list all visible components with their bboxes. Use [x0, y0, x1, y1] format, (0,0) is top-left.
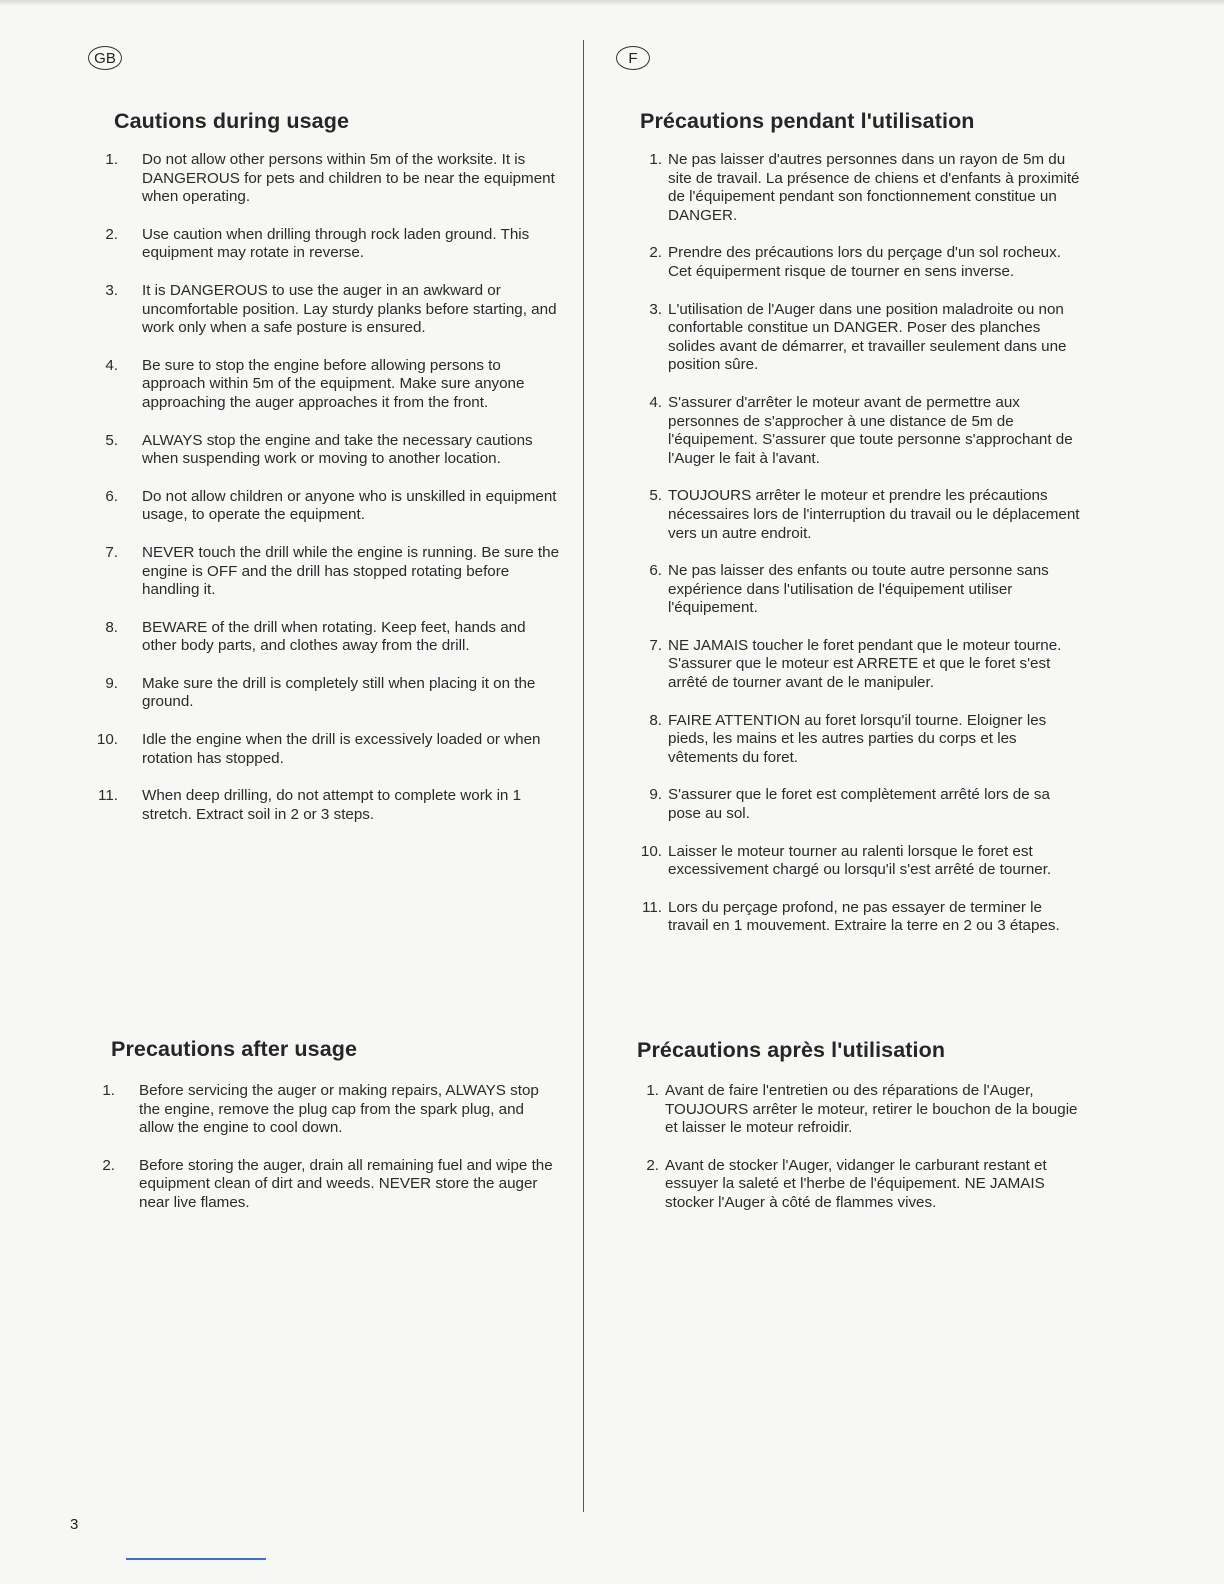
list-item: 4. S'assurer d'arrêter le moteur avant de permettre aux personnes de s'approcher à une distance de 5m de l'équipement. S'assurer que toute personne s'approchant de l'Auger le fait à l'avant. — [649, 393, 1073, 467]
list-item: 3. L'utilisation de l'Auger dans une position maladroite ou non confortable constitue un DANGER. Poser des planches solides avant de démarrer, et travailler seulement dans une position sûre. — [649, 300, 1067, 374]
list-item: 5. TOUJOURS arrêter le moteur et prendre les précautions nécessaires lors de l'interruption du travail ou le déplacement vers un autre endroit. — [649, 487, 1080, 542]
scan-top-edge — [0, 0, 1224, 6]
list-item: 9. S'assurer que le foret est complètement arrêté lors de sa pose au sol. — [649, 786, 1050, 823]
list-item: 3. It is DANGEROUS to use the auger in an awkward or uncomfortable position. Lay sturdy planks before starting, and work only when a safe posture is ensured. — [105, 281, 557, 337]
list-item: 2. Use caution when drilling through rock laden ground. This equipment may rotate in reverse. — [105, 225, 530, 262]
list-item: 1. Do not allow other persons within 5m of the worksite. It is DANGEROUS for pets and children to be near the equipment when operating. — [105, 151, 555, 206]
language-badge-f: F — [616, 46, 650, 70]
section-title-precautions-after-usage: Precautions after usage — [111, 1037, 358, 1061]
list-item: 1. Before servicing the auger or making repairs, ALWAYS stop the engine, remove the plug cap from the spark plug, and allow the engine to cool down. — [102, 1082, 539, 1137]
list-item: 1. Avant de faire l'entretien ou des réparations de l'Auger, TOUJOURS arrêter le moteur, retirer le bouchon de la bougie et laisser le moteur refroidir. — [646, 1082, 1078, 1137]
page-number: 3 — [70, 1516, 79, 1533]
list-item: 10. Idle the engine when the drill is excessively loaded or when rotation has stopped. — [96, 731, 541, 767]
list-item: 7. NE JAMAIS toucher le foret pendant que le moteur tourne. S'assurer que le moteur est ARRETE et que le foret s'est arrêté de tourner avant de le manipuler. — [649, 636, 1062, 692]
list-item: 4. Be sure to stop the engine before allowing persons to approach within 5m of the equipment. Make sure anyone approaching the auger approaches it from the front. — [105, 356, 525, 411]
column-divider — [583, 40, 584, 1512]
precautions-pendant-list — [640, 151, 1086, 955]
list-item: 2. Avant de stocker l'Auger, vidanger le carburant restant et essuyer la saleté et l'herbe de l'équipement. NE JAMAIS stocker l'Auger à côté de flammes vives. — [646, 1156, 1047, 1211]
list-item: 6. Ne pas laisser des enfants ou toute autre personne sans expérience dans l'utilisation de l'équipement utiliser l'équipement. — [649, 562, 1049, 617]
list-item: 1. Ne pas laisser d'autres personnes dans un rayon de 5m du site de travail. La présence de chiens et d'enfants à proximité de l'équipement pendant son fonctionnement constitue un DANGER. — [649, 151, 1080, 224]
list-item: 9. Make sure the drill is completely still when placing it on the ground. — [105, 674, 536, 711]
list-item: 2. Prendre des précautions lors du perçage d'un sol rocheux. Cet équiperment risque de tourner en sens inverse. — [649, 244, 1061, 280]
section-title-precautions-pendant: Précautions pendant l'utilisation — [640, 109, 975, 133]
list-item: 8. FAIRE ATTENTION au foret lorsqu'il tourne. Eloigner les pieds, les mains et les autres parties du corps et les vêtements du foret. — [649, 711, 1047, 766]
list-item: 11. When deep drilling, do not attempt to complete work in 1 stretch. Extract soil in 2 or 3 steps. — [98, 787, 522, 823]
section-title-cautions-during-usage: Cautions during usage — [114, 109, 350, 133]
precautions-apres-list — [637, 1082, 1086, 1232]
section-title-precautions-apres: Précautions après l'utilisation — [637, 1038, 946, 1062]
cautions-during-usage-list — [96, 151, 560, 843]
list-item: 8. BEWARE of the drill when rotating. Keep feet, hands and other body parts, and clothes away from the drill. — [105, 618, 526, 655]
list-item: 7. NEVER touch the drill while the engine is running. Be sure the engine is OFF and the drill has stopped rotating before handling it. — [105, 543, 560, 599]
language-badge-gb: GB — [88, 46, 122, 70]
bottom-rule — [126, 1558, 266, 1560]
list-item: 6. Do not allow children or anyone who is unskilled in equipment usage, to operate the equipment. — [105, 487, 557, 524]
list-item: 2. Before storing the auger, drain all remaining fuel and wipe the equipment clean of dirt and weeds. NEVER store the auger near live flames. — [102, 1156, 553, 1211]
list-item: 10. Laisser le moteur tourner au ralenti lorsque le foret est excessivement chargé ou lorsqu'il s'est arrêté de tourner. — [640, 842, 1052, 879]
list-item: 11. Lors du perçage profond, ne pas essayer de terminer le travail en 1 mouvement. Extraire la terre en 2 ou 3 étapes. — [642, 898, 1060, 935]
list-item: 5. ALWAYS stop the engine and take the necessary cautions when suspending work or moving to another location. — [105, 431, 533, 468]
precautions-after-usage-list — [102, 1082, 560, 1232]
